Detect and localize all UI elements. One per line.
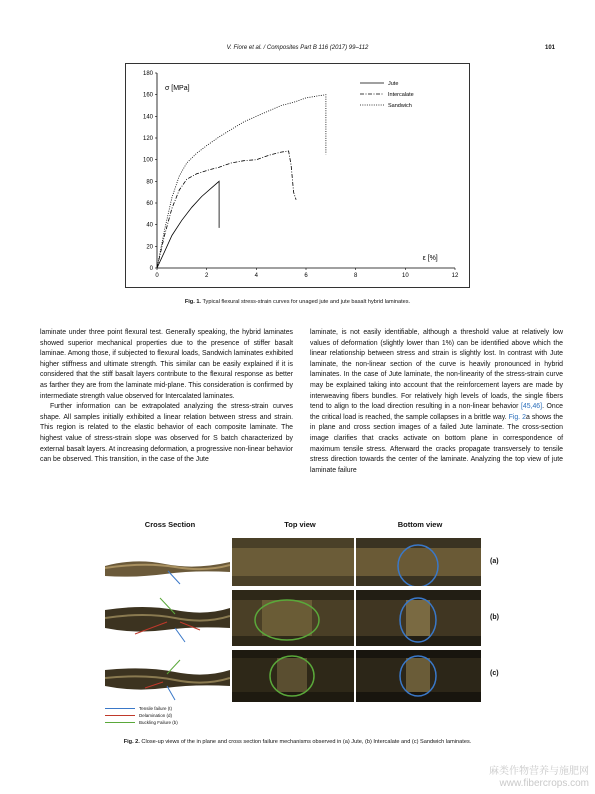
paragraph-text: a shows the in plane and cross section images of a failed Jute laminate. The cross-section image clarifies that cracks activate on bottom plane in correspondence of maximum tensile stress. Afterward the cracks propagate transversely to tensile stress direction towards the center of the laminate. Analyzing the top view of jute laminate failure: [310, 413, 563, 474]
legend-delamination: [105, 713, 172, 718]
text-column-left: [40, 328, 293, 466]
cross-section-photo-c: [105, 650, 230, 702]
legend-label-intercalate: Intercalate: [388, 92, 414, 98]
bottom-view-photo-c: [356, 650, 481, 702]
y-tick-label: 80: [146, 179, 153, 186]
watermark-line: www.fibercrops.com: [499, 778, 589, 789]
text-column-right: [310, 328, 563, 476]
citation-link[interactable]: [45,46]: [520, 403, 543, 411]
legend-swatch: [105, 708, 135, 709]
legend-label: Tensile failure (t): [139, 706, 173, 711]
top-view-photo-b: [232, 590, 354, 646]
top-view-photo-a: [232, 538, 354, 586]
legend-label-jute: Jute: [388, 81, 399, 87]
y-tick-label: 0: [149, 266, 153, 272]
figure-2-label: Fig. 2.: [123, 739, 140, 745]
x-tick-label: 12: [451, 273, 459, 279]
page-number: 101: [544, 45, 555, 51]
cross-section-photo-a: [105, 538, 230, 586]
legend-label-sandwich: Sandwich: [388, 103, 412, 109]
y-tick-label: 40: [146, 222, 153, 229]
x-tick-label: 4: [254, 273, 259, 279]
legend-label: Buckling Failure (b): [139, 720, 178, 725]
paragraph: [310, 328, 563, 476]
cross-section-photo-b: [105, 590, 230, 646]
y-tick-label: 100: [142, 157, 153, 164]
chart-frame: [126, 64, 470, 288]
figure-2-caption-text: Close-up views of the in plane and cross section failure mechanisms observed in (a) Jute, (b) Intercalate and (c) Sandwich laminates.: [141, 739, 472, 745]
x-tick-label: 6: [304, 273, 308, 279]
y-tick-label: 160: [142, 92, 153, 99]
y-axis-label: σ [MPa]: [165, 85, 190, 92]
journal-citation: V. Fiore et al. / Composites Part B 116 (2017) 99–112: [226, 45, 369, 51]
running-header: [40, 45, 555, 55]
x-tick-label: 8: [353, 273, 358, 279]
row-label-b: (b): [490, 614, 499, 621]
row-label-c: (c): [490, 670, 499, 677]
watermark: [489, 766, 589, 790]
figure-link[interactable]: Fig. 2: [508, 413, 526, 421]
legend-swatch: [105, 722, 135, 723]
figure-1-caption-text: Typical flexural stress-strain curves for unaged jute and jute basalt hybrid laminates.: [202, 299, 411, 305]
row-label-a: (a): [490, 558, 499, 565]
column-header-bottom-view: Bottom view: [397, 520, 443, 529]
paragraph: Further information can be extrapolated analyzing the stress-strain curves shape. All samples initially exhibited a linear relation between stress and strain. This region is related to the elastic behavior of each composite laminate. The highest value of stress-strain slope was observed for S batch characterized by external basalt layers. At increasing deformation, a progressive non-linear behavior can be observed. This transition, in the case of the Jute: [40, 403, 293, 464]
figure-1-label: Fig. 1.: [184, 299, 201, 305]
y-tick-label: 20: [146, 244, 153, 251]
x-axis-label: ε [%]: [422, 255, 438, 262]
x-tick-label: 10: [401, 273, 409, 279]
figure-1-caption: [40, 299, 555, 305]
watermark-line: 麻类作物营养与施肥网: [489, 766, 589, 777]
stress-strain-chart: [125, 63, 470, 288]
column-header-top-view: Top view: [284, 520, 316, 529]
legend-label: Delamination (d): [139, 713, 173, 718]
column-header-cross-section: Cross Section: [144, 520, 196, 529]
y-tick-label: 140: [142, 114, 153, 121]
bottom-view-photo-b: [356, 590, 481, 646]
y-tick-label: 180: [142, 71, 153, 77]
paragraph: laminate under three point flexural test. Generally speaking, the hybrid laminates showed superior mechanical properties due to the presence of stiffer basalt laminae. Among those, if subjected to flexural loads, Sandwich laminates exhibited higher stiffness and ultimate strength. This similar can be easily explained if it is considered that the stiff basalt layers contribute to the flexural response as better as farther they are from the laminate mid-plane. This consideration is confirmed by intermediate strength value observed for Intercalated laminates.: [40, 329, 293, 400]
top-view-photo-c: [232, 650, 354, 702]
bottom-view-photo-a: [356, 538, 481, 586]
legend-buckling: [105, 720, 178, 725]
legend-swatch: [105, 715, 135, 716]
paragraph-text: . Once the critical load is reached, the sample collapses in a brittle way.: [310, 403, 563, 421]
x-tick-label: 0: [155, 273, 159, 279]
x-tick-label: 2: [204, 273, 209, 279]
paragraph-text: laminate, is not easily identifiable, although a threshold value at relatively low values of deformation (slightly lower than 1%) can be identified above which the linear relationship between stress and strain is slightly lost. In contrast with Jute laminate, the non-linear section of the curve is heavily pronounced in hybrid laminates. In the case of Jute laminate, the non-linearity of the stress-strain curve may be explained taking into account that the reinforcement layers are made by interweaving fibers bundles. For relatively high levels of loads, the single fibers tend to align to the load direction resulting in a non-linear behavior: [310, 329, 563, 411]
figure-2: [105, 520, 505, 730]
y-tick-label: 60: [146, 201, 153, 207]
y-tick-label: 120: [142, 136, 153, 142]
figure-2-caption: [40, 739, 555, 745]
legend-tensile: [105, 706, 172, 711]
